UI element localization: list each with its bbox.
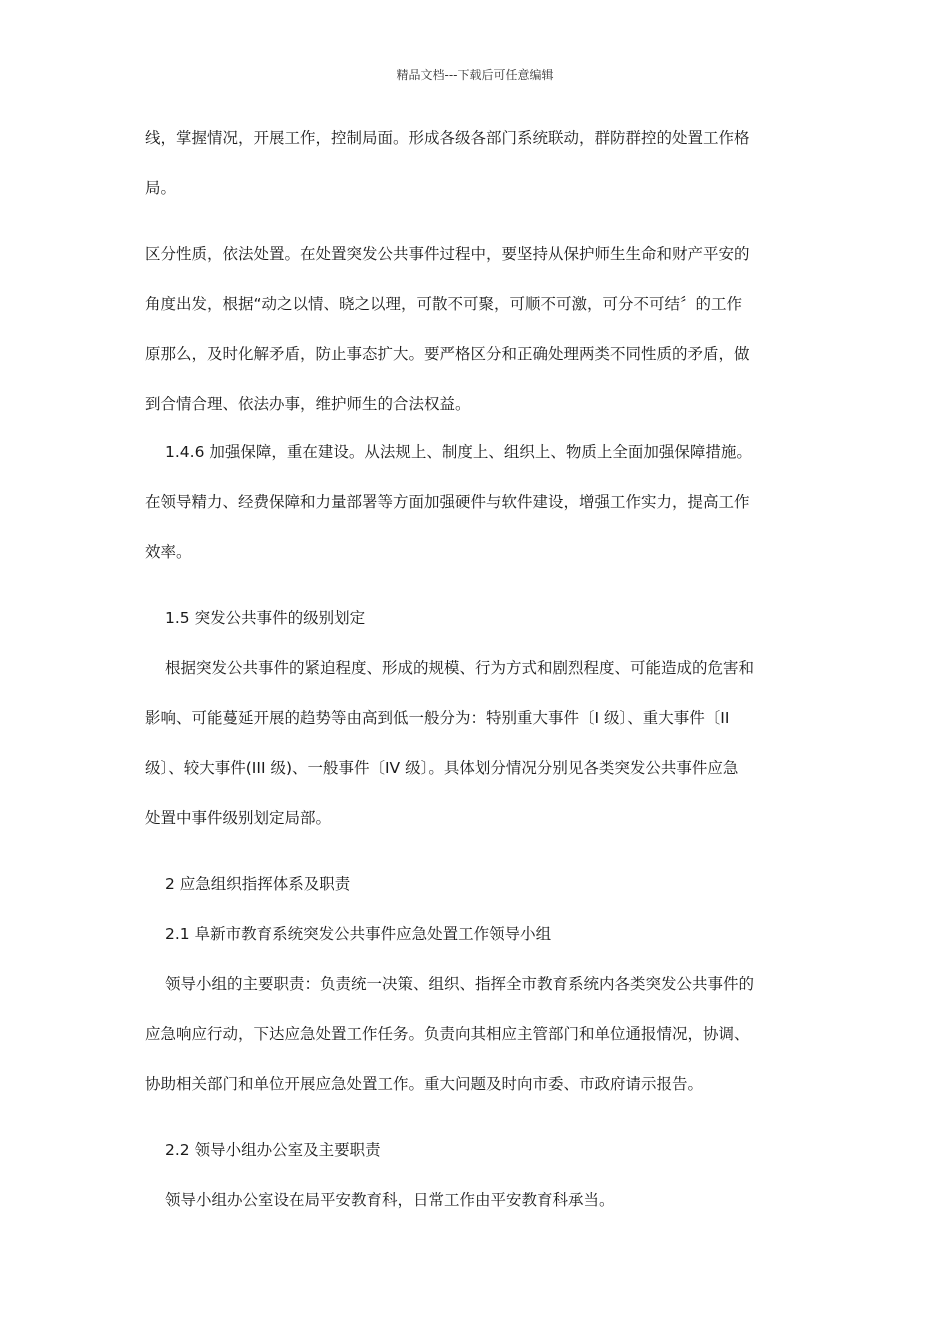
paragraph-line: 局。 bbox=[145, 179, 177, 197]
section-heading: 2.2 领导小组办公室及主要职责 bbox=[165, 1141, 381, 1159]
paragraph-line: 原那么，及时化解矛盾，防止事态扩大。要严格区分和正确处理两类不同性质的矛盾，做 bbox=[145, 345, 750, 363]
paragraph-line: 角度出发，根据“动之以情、晓之以理，可散不可聚，可顺不可激，可分不可结〞的工作 bbox=[145, 295, 743, 313]
paragraph-line: 1.4.6 加强保障，重在建设。从法规上、制度上、组织上、物质上全面加强保障措施。 bbox=[165, 443, 752, 461]
paragraph-line: 级〕、较大事件(III 级)、一般事件〔IV 级〕。具体划分情况分别见各类突发公共事件应急 bbox=[145, 759, 739, 777]
paragraph-line: 线，掌握情况，开展工作，控制局面。形成各级各部门系统联动，群防群控的处置工作格 bbox=[145, 129, 750, 147]
page-header: 精品文档---下载后可任意编辑 bbox=[396, 68, 554, 82]
paragraph-line: 处置中事件级别划定局部。 bbox=[145, 809, 332, 827]
paragraph-line: 应急响应行动，下达应急处置工作任务。负责向其相应主管部门和单位通报情况，协调、 bbox=[145, 1025, 750, 1043]
paragraph-line: 在领导精力、经费保障和力量部署等方面加强硬件与软件建设，增强工作实力，提高工作 bbox=[145, 493, 750, 511]
section-heading: 2 应急组织指挥体系及职责 bbox=[165, 875, 351, 893]
paragraph-line: 领导小组办公室设在局平安教育科，日常工作由平安教育科承当。 bbox=[165, 1191, 615, 1209]
paragraph-line: 协助相关部门和单位开展应急处置工作。重大问题及时向市委、市政府请示报告。 bbox=[145, 1075, 704, 1093]
paragraph-line: 根据突发公共事件的紧迫程度、形成的规模、行为方式和剧烈程度、可能造成的危害和 bbox=[165, 659, 755, 677]
section-heading: 1.5 突发公共事件的级别划定 bbox=[165, 609, 366, 627]
paragraph-line: 领导小组的主要职责：负责统一决策、组织、指挥全市教育系统内各类突发公共事件的 bbox=[165, 975, 755, 993]
paragraph-line: 到合情合理、依法办事，维护师生的合法权益。 bbox=[145, 395, 471, 413]
paragraph-line: 区分性质，依法处置。在处置突发公共事件过程中，要坚持从保护师生生命和财产平安的 bbox=[145, 245, 750, 263]
paragraph-line: 影响、可能蔓延开展的趋势等由高到低一般分为：特别重大事件〔I 级〕、重大事件〔II bbox=[145, 709, 730, 727]
section-heading: 2.1 阜新市教育系统突发公共事件应急处置工作领导小组 bbox=[165, 925, 552, 943]
paragraph-line: 效率。 bbox=[145, 543, 192, 561]
